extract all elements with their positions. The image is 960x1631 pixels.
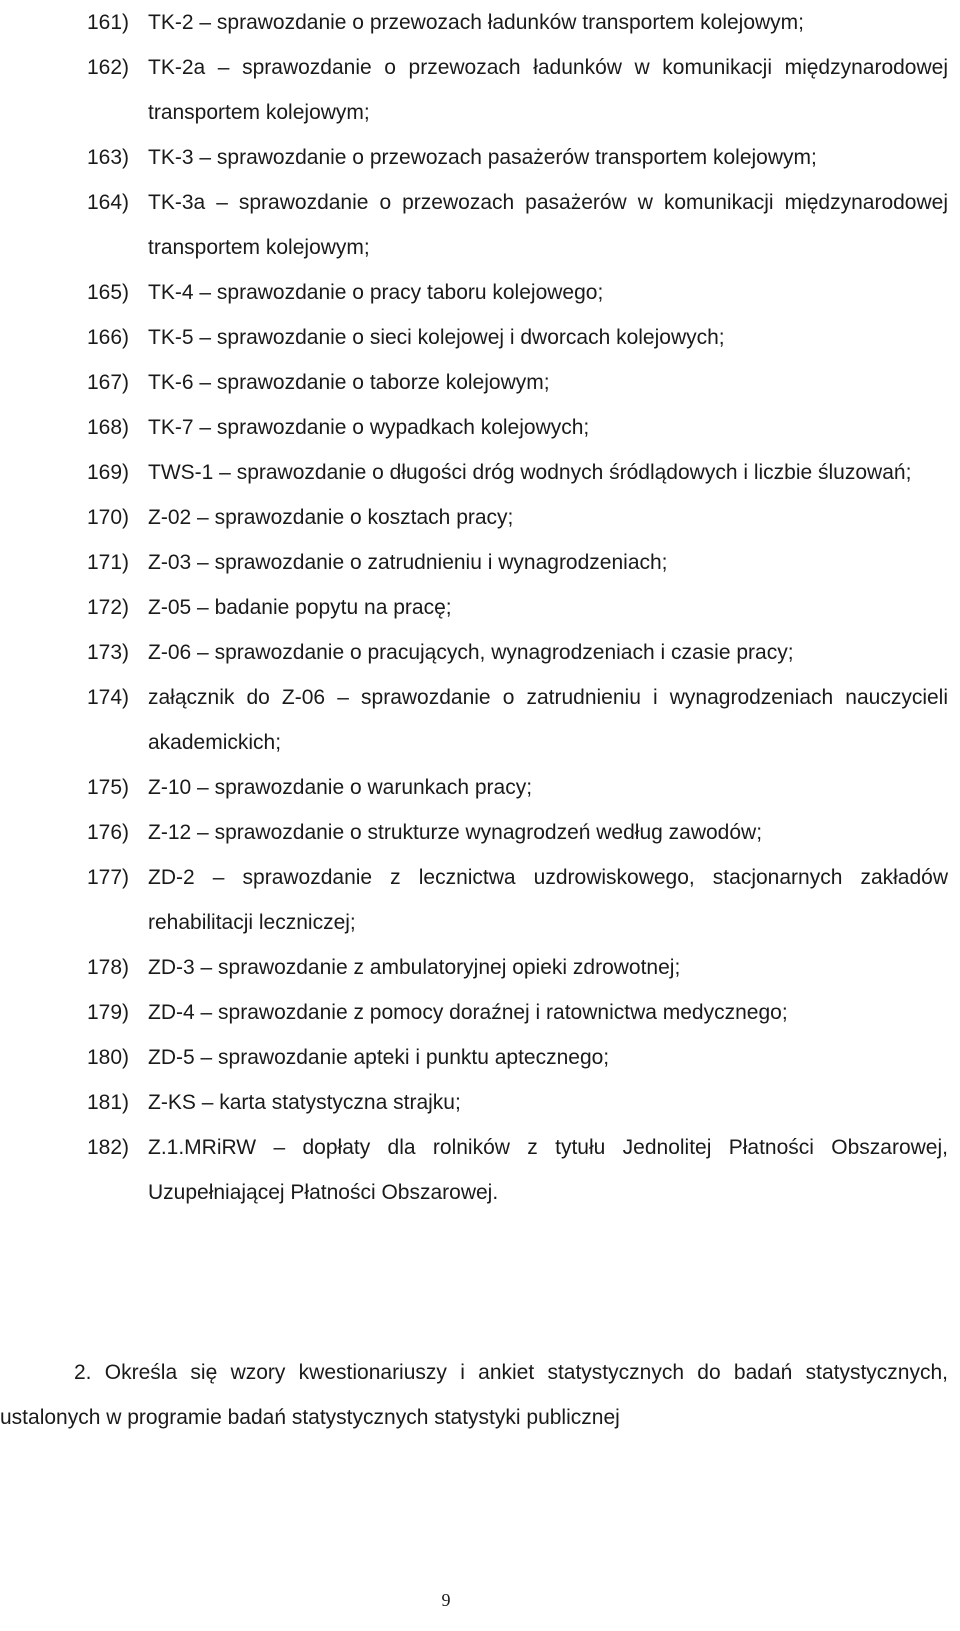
list-item xyxy=(0,540,960,585)
page-number: 9 xyxy=(441,1590,451,1610)
item-dash: – xyxy=(337,686,349,709)
list-item xyxy=(0,990,960,1035)
item-number: 168) xyxy=(87,416,130,439)
list-item xyxy=(0,1125,960,1215)
item-code: ZD-3 xyxy=(148,956,195,979)
item-text: sprawozdanie o przewozach ładunków transportem kolejowym; xyxy=(216,11,805,34)
item-dash: – xyxy=(200,1046,213,1069)
item-number: 176) xyxy=(87,821,130,844)
item-dash: – xyxy=(199,371,212,394)
item-text: sprawozdanie o pracujących, wynagrodzeniach i czasie pracy; xyxy=(214,641,794,664)
item-number: 179) xyxy=(87,1001,130,1024)
item-dash: – xyxy=(197,776,209,799)
item-code: TK-2a xyxy=(148,56,206,79)
item-text: badanie popytu na pracę; xyxy=(214,596,452,619)
item-text: sprawozdanie o zatrudnieniu i wynagrodzeniach nauczycieli akademickich; xyxy=(148,686,948,754)
item-dash: – xyxy=(199,281,212,304)
item-number: 180) xyxy=(87,1046,130,1069)
item-number: 167) xyxy=(87,371,130,394)
item-text: sprawozdanie o strukturze wynagrodzeń według zawodów; xyxy=(214,821,763,844)
list-item xyxy=(0,765,960,810)
item-code: ZD-2 xyxy=(148,866,195,889)
list-item xyxy=(0,630,960,675)
list-item xyxy=(0,675,960,765)
item-code: Z-02 xyxy=(148,506,192,529)
list-item xyxy=(0,1080,960,1125)
item-dash: – xyxy=(201,1091,214,1114)
item-number: 164) xyxy=(87,191,130,214)
item-number: 173) xyxy=(87,641,130,664)
item-number: 178) xyxy=(87,956,130,979)
list-item xyxy=(0,360,960,405)
list-item xyxy=(0,135,960,180)
item-number: 174) xyxy=(87,686,130,709)
item-code: TWS-1 xyxy=(148,461,214,484)
item-text: sprawozdanie o kosztach pracy; xyxy=(214,506,514,529)
item-dash: – xyxy=(200,1001,213,1024)
item-number: 175) xyxy=(87,776,130,799)
item-code: ZD-4 xyxy=(148,1001,195,1024)
item-dash: – xyxy=(216,191,228,214)
item-text: sprawozdanie o warunkach pracy; xyxy=(214,776,533,799)
item-number: 166) xyxy=(87,326,130,349)
item-dash: – xyxy=(212,866,225,889)
item-text: sprawozdanie apteki i punktu aptecznego; xyxy=(218,1046,610,1069)
item-text: sprawozdanie o wypadkach kolejowych; xyxy=(216,416,590,439)
item-number: 165) xyxy=(87,281,130,304)
item-text: sprawozdanie o pracy taboru kolejowego; xyxy=(216,281,604,304)
item-dash: – xyxy=(200,956,213,979)
item-number: 170) xyxy=(87,506,130,529)
item-code: TK-4 xyxy=(148,281,194,304)
item-number: 169) xyxy=(87,461,130,484)
item-dash: – xyxy=(199,416,212,439)
item-code: Z-03 xyxy=(148,551,192,574)
item-number: 171) xyxy=(87,551,130,574)
item-number: 162) xyxy=(87,56,130,79)
item-code: TK-6 xyxy=(148,371,194,394)
item-dash: – xyxy=(197,641,209,664)
item-code: Z-06 xyxy=(148,641,192,664)
item-dash: – xyxy=(197,506,209,529)
item-dash: – xyxy=(197,596,209,619)
list-item xyxy=(0,855,960,945)
item-code: TK-7 xyxy=(148,416,194,439)
item-text: sprawozdanie z pomocy doraźnej i ratownictwa medycznego; xyxy=(218,1001,788,1024)
item-text: sprawozdanie o przewozach ładunków w komunikacji międzynarodowej transportem kolejowym; xyxy=(148,56,948,124)
list-item xyxy=(0,1035,960,1080)
item-dash: – xyxy=(199,146,212,169)
item-code: Z-05 xyxy=(148,596,192,619)
item-dash: – xyxy=(199,326,212,349)
item-dash: – xyxy=(197,821,209,844)
item-number: 163) xyxy=(87,146,130,169)
list-item xyxy=(0,945,960,990)
item-code: Z-12 xyxy=(148,821,192,844)
item-text: sprawozdanie z ambulatoryjnej opieki zdrowotnej; xyxy=(218,956,681,979)
item-text: sprawozdanie o przewozach pasażerów w komunikacji międzynarodowej transportem kolejowym; xyxy=(148,191,948,259)
item-text: sprawozdanie o długości dróg wodnych śródlądowych i liczbie śluzowań; xyxy=(236,461,912,484)
item-text: sprawozdanie o zatrudnieniu i wynagrodzeniach; xyxy=(214,551,668,574)
list-item xyxy=(0,45,960,135)
item-code: TK-5 xyxy=(148,326,194,349)
item-text: karta statystyczna strajku; xyxy=(219,1091,461,1114)
list-item xyxy=(0,495,960,540)
item-code: TK-3 xyxy=(148,146,194,169)
item-code: TK-2 xyxy=(148,11,194,34)
item-dash: – xyxy=(219,461,231,484)
list-item xyxy=(0,585,960,630)
list-item xyxy=(0,405,960,450)
item-code: Z.1.MRiRW xyxy=(148,1136,257,1159)
item-text: sprawozdanie o sieci kolejowej i dworcach kolejowych; xyxy=(216,326,725,349)
item-number: 182) xyxy=(87,1136,130,1159)
list-item xyxy=(0,450,960,495)
item-code: Z-10 xyxy=(148,776,192,799)
item-dash: – xyxy=(217,56,230,79)
item-text: dopłaty dla rolników z tytułu Jednolitej Płatności Obszarowej, Uzupełniającej Płatności Obszarowej. xyxy=(148,1136,948,1204)
list-item xyxy=(0,270,960,315)
item-number: 172) xyxy=(87,596,130,619)
item-code: ZD-5 xyxy=(148,1046,195,1069)
item-text: sprawozdanie o taborze kolejowym; xyxy=(216,371,550,394)
item-text: sprawozdanie o przewozach pasażerów transportem kolejowym; xyxy=(216,146,817,169)
item-dash: – xyxy=(197,551,209,574)
item-text: sprawozdanie z lecznictwa uzdrowiskowego, stacjonarnych zakładów rehabilitacji leczniczej; xyxy=(148,866,948,934)
item-code: Z-KS xyxy=(148,1091,196,1114)
paragraph-2: 2. Określa się wzory kwestionariuszy i ankiet statystycznych do badań statystycznych, ustalonych w programie badań statystycznych statystyki publicznej xyxy=(0,1361,948,1429)
list-item xyxy=(0,0,960,45)
item-dash: – xyxy=(273,1136,286,1159)
list-item xyxy=(0,315,960,360)
item-number: 161) xyxy=(87,11,130,34)
item-code: załącznik do Z-06 xyxy=(148,686,326,709)
item-code: TK-3a xyxy=(148,191,206,214)
item-number: 177) xyxy=(87,866,130,889)
item-number: 181) xyxy=(87,1091,130,1114)
list-item xyxy=(0,180,960,270)
list-item xyxy=(0,810,960,855)
item-dash: – xyxy=(199,11,212,34)
